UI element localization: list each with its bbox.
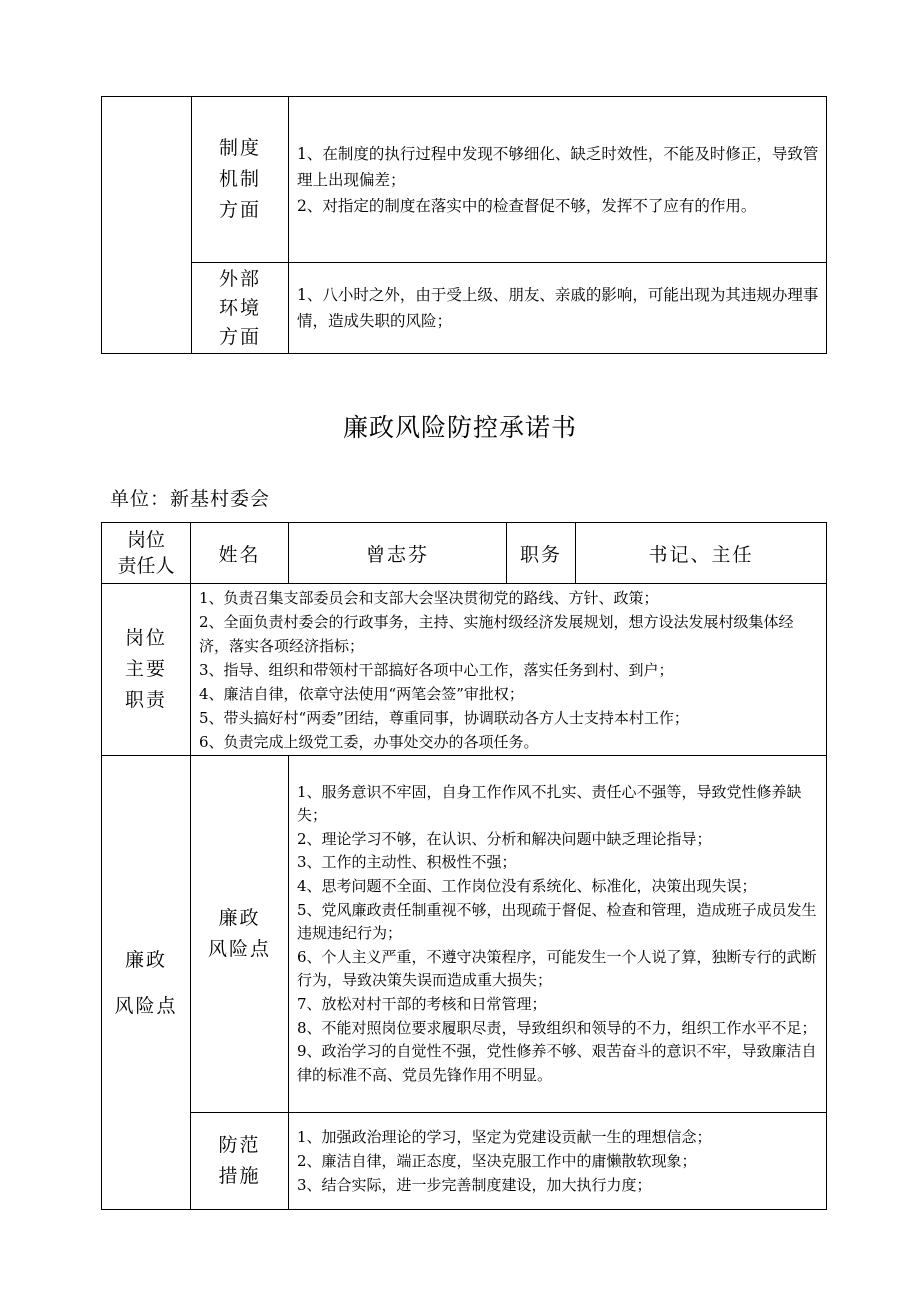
- label-line: 方面: [218, 199, 261, 221]
- responsible-person-label: [102, 523, 191, 584]
- integrity-risk-label: [102, 756, 191, 1210]
- list-item: 7、放松对村干部的考核和日常管理；: [297, 994, 547, 1013]
- list-item: 5、带头搞好村“两委”团结，尊重同事，协调联动各方人士支持本村工作；: [199, 708, 689, 727]
- unit-line: 单位：新基村委会: [110, 488, 271, 510]
- label-line: 岗位: [124, 627, 167, 649]
- name-label: 姓名: [191, 523, 289, 584]
- label-line: 外部: [218, 267, 261, 290]
- list-item: 9、政治学习的自觉性不强，党性修养不够、艰苦奋斗的意识不牢，导致廉洁自律的标准不高、党员先锋作用不明显。: [297, 1042, 817, 1084]
- external-environment-label: [192, 263, 289, 354]
- system-mechanism-items: [289, 97, 827, 263]
- list-item: 4、廉洁自律，依章守法使用“两笔会签”审批权；: [199, 684, 524, 703]
- label-line: 方面: [218, 325, 261, 348]
- duties-label: [102, 584, 191, 756]
- top-risk-table: [101, 96, 827, 354]
- label-line: 防范: [218, 1134, 261, 1156]
- label-line: 职责: [124, 689, 167, 711]
- top-table-left-cell: [102, 97, 192, 354]
- list-item: 3、指导、组织和带领村干部搞好各项中心工作，落实任务到村、到户；: [199, 660, 674, 679]
- list-item: 2、理论学习不够，在认识、分析和解决问题中缺乏理论指导；: [297, 829, 712, 848]
- list-item: 2、全面负责村委会的行政事务，主持、实施村级经济发展规划，想方设法发展村级集体经济，落实各项经济指标；: [199, 612, 794, 655]
- position-value: 书记、主任: [576, 523, 827, 584]
- list-item: 1、服务意识不牢固，自身工作作风不扎实、责任心不强等，导致党性修养缺失；: [297, 782, 802, 825]
- position-label: 职务: [507, 523, 576, 584]
- list-item: 5、党风廉政责任制重视不够，出现疏于督促、检查和管理，造成班子成员发生违规违纪行为；: [297, 900, 817, 943]
- label-line: 风险点: [207, 938, 271, 960]
- list-item: 6、负责完成上级党工委，办事处交办的各项任务。: [199, 732, 539, 751]
- list-item: 4、思考问题不全面、工作岗位没有系统化、标准化，决策出现失误；: [297, 877, 757, 896]
- label-line: 主要: [124, 658, 167, 680]
- label-line: 廉政: [218, 907, 261, 929]
- list-item: 2、廉洁自律，端正态度，坚决克服工作中的庸懒散软现象；: [297, 1152, 697, 1170]
- label-line: 措施: [218, 1165, 261, 1187]
- external-environment-items: [289, 263, 827, 354]
- list-item: 1、在制度的执行过程中发现不够细化、缺乏时效性，不能及时修正，导致管理上出现偏差；: [297, 144, 819, 189]
- label-line: 风险点: [114, 994, 178, 1017]
- label-line: 制度: [218, 137, 261, 159]
- label-line: 岗位: [126, 529, 165, 551]
- commitment-table: [101, 522, 827, 1210]
- label-line: 廉政: [124, 948, 167, 971]
- list-item: 2、对指定的制度在落实中的检查督促不够，发挥不了应有的作用。: [297, 196, 757, 215]
- document-title: 廉政风险防控承诺书: [342, 413, 577, 442]
- risk-points-label: [191, 756, 289, 1113]
- list-item: 8、不能对照岗位要求履职尽责，导致组织和领导的不力，组织工作水平不足；: [297, 1018, 817, 1037]
- list-item: 1、加强政治理论的学习，坚定为党建设贡献一生的理想信念；: [297, 1128, 712, 1146]
- list-item: 3、结合实际，进一步完善制度建设，加大执行力度；: [297, 1176, 652, 1194]
- prevention-measures-label: [191, 1113, 289, 1210]
- list-item: 1、负责召集支部委员会和支部大会坚决贯彻党的路线、方针、政策；: [199, 588, 659, 607]
- risk-points-items: [289, 756, 827, 1113]
- prevention-measures-items: [289, 1113, 827, 1210]
- list-item: 3、工作的主动性、积极性不强；: [297, 853, 517, 872]
- label-line: 机制: [218, 168, 261, 190]
- label-line: 责任人: [117, 555, 175, 577]
- duties-items: [191, 584, 827, 756]
- name-value: 曾志芬: [289, 523, 507, 584]
- list-item: 1、八小时之外，由于受上级、朋友、亲戚的影响，可能出现为其违规办理事情，造成失职的风险；: [297, 286, 819, 330]
- system-mechanism-label: [192, 97, 289, 263]
- list-item: 6、个人主义严重，不遵守决策程序，可能发生一个人说了算，独断专行的武断行为，导致决策失误而造成重大损失；: [297, 947, 817, 990]
- label-line: 环境: [218, 296, 261, 319]
